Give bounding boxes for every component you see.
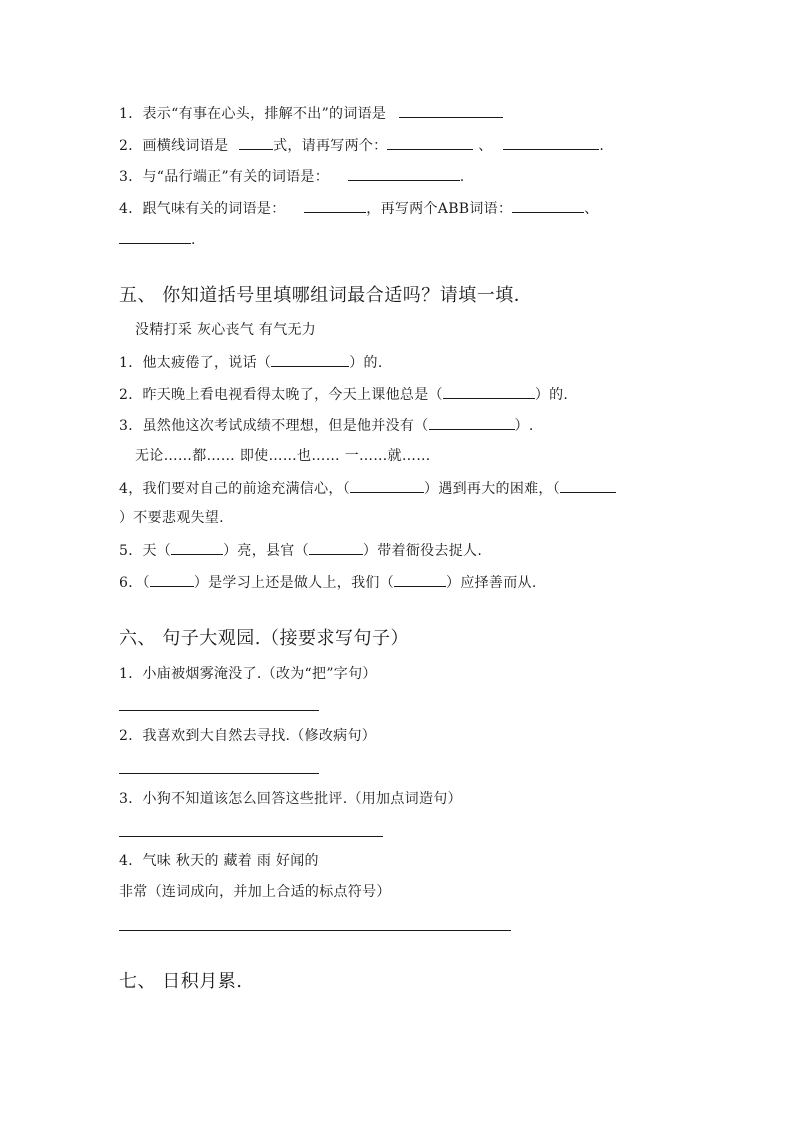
s5-q4-mid: ）遇到再大的困难，（ (424, 481, 561, 497)
s5-q3-end: ）. (514, 418, 534, 434)
s5-q6-mid: ）是学习上还是做人上，我们（ (193, 575, 395, 591)
s5-q5-mid: ）亮，县官（ (223, 543, 309, 559)
s6-question-1: 1．小庙被烟雾淹没了.（改为“把”字句） (119, 666, 377, 682)
s5-question-2 (119, 384, 568, 404)
s4-q2-end: . (599, 138, 605, 154)
s4-q2-blank-2[interactable] (503, 135, 599, 150)
s5-question-4-cont: ）不要悲观失望. (119, 510, 224, 526)
s5-q5-blank-1[interactable] (171, 540, 223, 555)
s5-q2-text: 2．昨天晚上看电视看得太晚了，今天上课他总是（ (119, 387, 443, 403)
s4-question-4 (119, 198, 599, 218)
s6-question-4-cont: 非常（连词成向，并加上合适的标点符号） (119, 884, 391, 900)
s5-q6-end: ）应择善而从. (446, 575, 537, 591)
s5-q3-text: 3．虽然他这次考试成绩不理想，但是他并没有（ (119, 418, 429, 434)
s6-question-3: 3．小狗不知道该怎么回答这些批评.（用加点词造句） (119, 791, 462, 807)
s5-q1-text: 1．他太疲倦了，说话（ (119, 355, 272, 371)
section-7-heading: 七、 日积月累. (119, 971, 243, 992)
s4-q4-end: . (191, 232, 196, 248)
s4-q3-end: . (459, 169, 465, 185)
s5-word-bank-b: 无论……都…… 即使……也…… 一……就…… (135, 448, 431, 464)
s5-q5-text: 5．天（ (119, 543, 172, 559)
s4-question-1 (119, 103, 503, 123)
s5-question-3 (119, 415, 534, 435)
s4-question-2 (119, 135, 604, 155)
s6-question-2: 2．我喜欢到大自然去寻找.（修改病句） (119, 728, 377, 744)
s5-q1-blank[interactable] (271, 352, 349, 367)
s5-question-1 (119, 352, 383, 372)
s5-q5-blank-2[interactable] (309, 540, 363, 555)
s4-q4-blank-3[interactable] (119, 229, 191, 244)
s5-q4-blank-2[interactable] (560, 478, 616, 493)
s4-q4-sep: 、 (584, 201, 599, 217)
s4-q2-mid: 式，请再写两个： (273, 138, 388, 154)
s4-q4-blank-2[interactable] (512, 198, 584, 213)
s4-q2-blank-type[interactable] (239, 135, 273, 150)
s6-q3-answer-line[interactable] (119, 836, 383, 837)
s6-q1-answer-line[interactable] (119, 710, 319, 711)
s4-q3-blank[interactable] (348, 166, 460, 181)
s4-q2-blank-1[interactable] (387, 135, 473, 150)
s4-q4-blank-1[interactable] (304, 198, 366, 213)
s5-q4-text: 4，我们要对自己的前途充满信心，（ (119, 481, 351, 497)
s4-question-4-cont (119, 229, 196, 249)
s4-q2-text: 2．画横线词语是 (119, 138, 229, 154)
s4-q4-text: 4．跟气味有关的词语是： (119, 201, 286, 217)
s5-q3-blank[interactable] (429, 415, 515, 430)
section-6-heading: 六、 句子大观园.（接要求写句子） (119, 628, 409, 649)
s6-q4-answer-line[interactable] (119, 930, 511, 931)
s4-q4-mid: ，再写两个ABB词语： (366, 201, 513, 217)
s5-q4-blank-1[interactable] (350, 478, 424, 493)
s4-q1-text: 1．表示“有事在心头，排解不出”的词语是 (119, 106, 387, 122)
s5-q6-blank-1[interactable] (150, 572, 194, 587)
s6-q2-answer-line[interactable] (119, 773, 319, 774)
s5-q6-blank-2[interactable] (394, 572, 446, 587)
s5-q5-end: ）带着衙役去捉人. (362, 543, 483, 559)
s5-q1-end: ）的. (349, 355, 383, 371)
s5-word-bank-a: 没精打采 灰心丧气 有气无力 (135, 322, 317, 338)
s4-q2-sep: 、 (478, 138, 493, 154)
s5-q2-blank[interactable] (443, 384, 535, 399)
s4-q3-text: 3．与“品行端正”有关的词语是： (119, 169, 330, 185)
s4-question-3 (119, 166, 465, 186)
section-5-heading: 五、 你知道括号里填哪组词最合适吗？请填一填． (119, 285, 533, 306)
s5-question-4 (119, 478, 616, 498)
s4-q1-blank[interactable] (399, 103, 503, 118)
s6-question-4: 4．气味 秋天的 藏着 雨 好闻的 (119, 853, 319, 869)
s5-q6-text: 6．（ (119, 575, 150, 591)
s5-question-6 (119, 572, 537, 592)
s5-question-5 (119, 540, 482, 560)
s5-q2-end: ）的. (534, 387, 569, 403)
